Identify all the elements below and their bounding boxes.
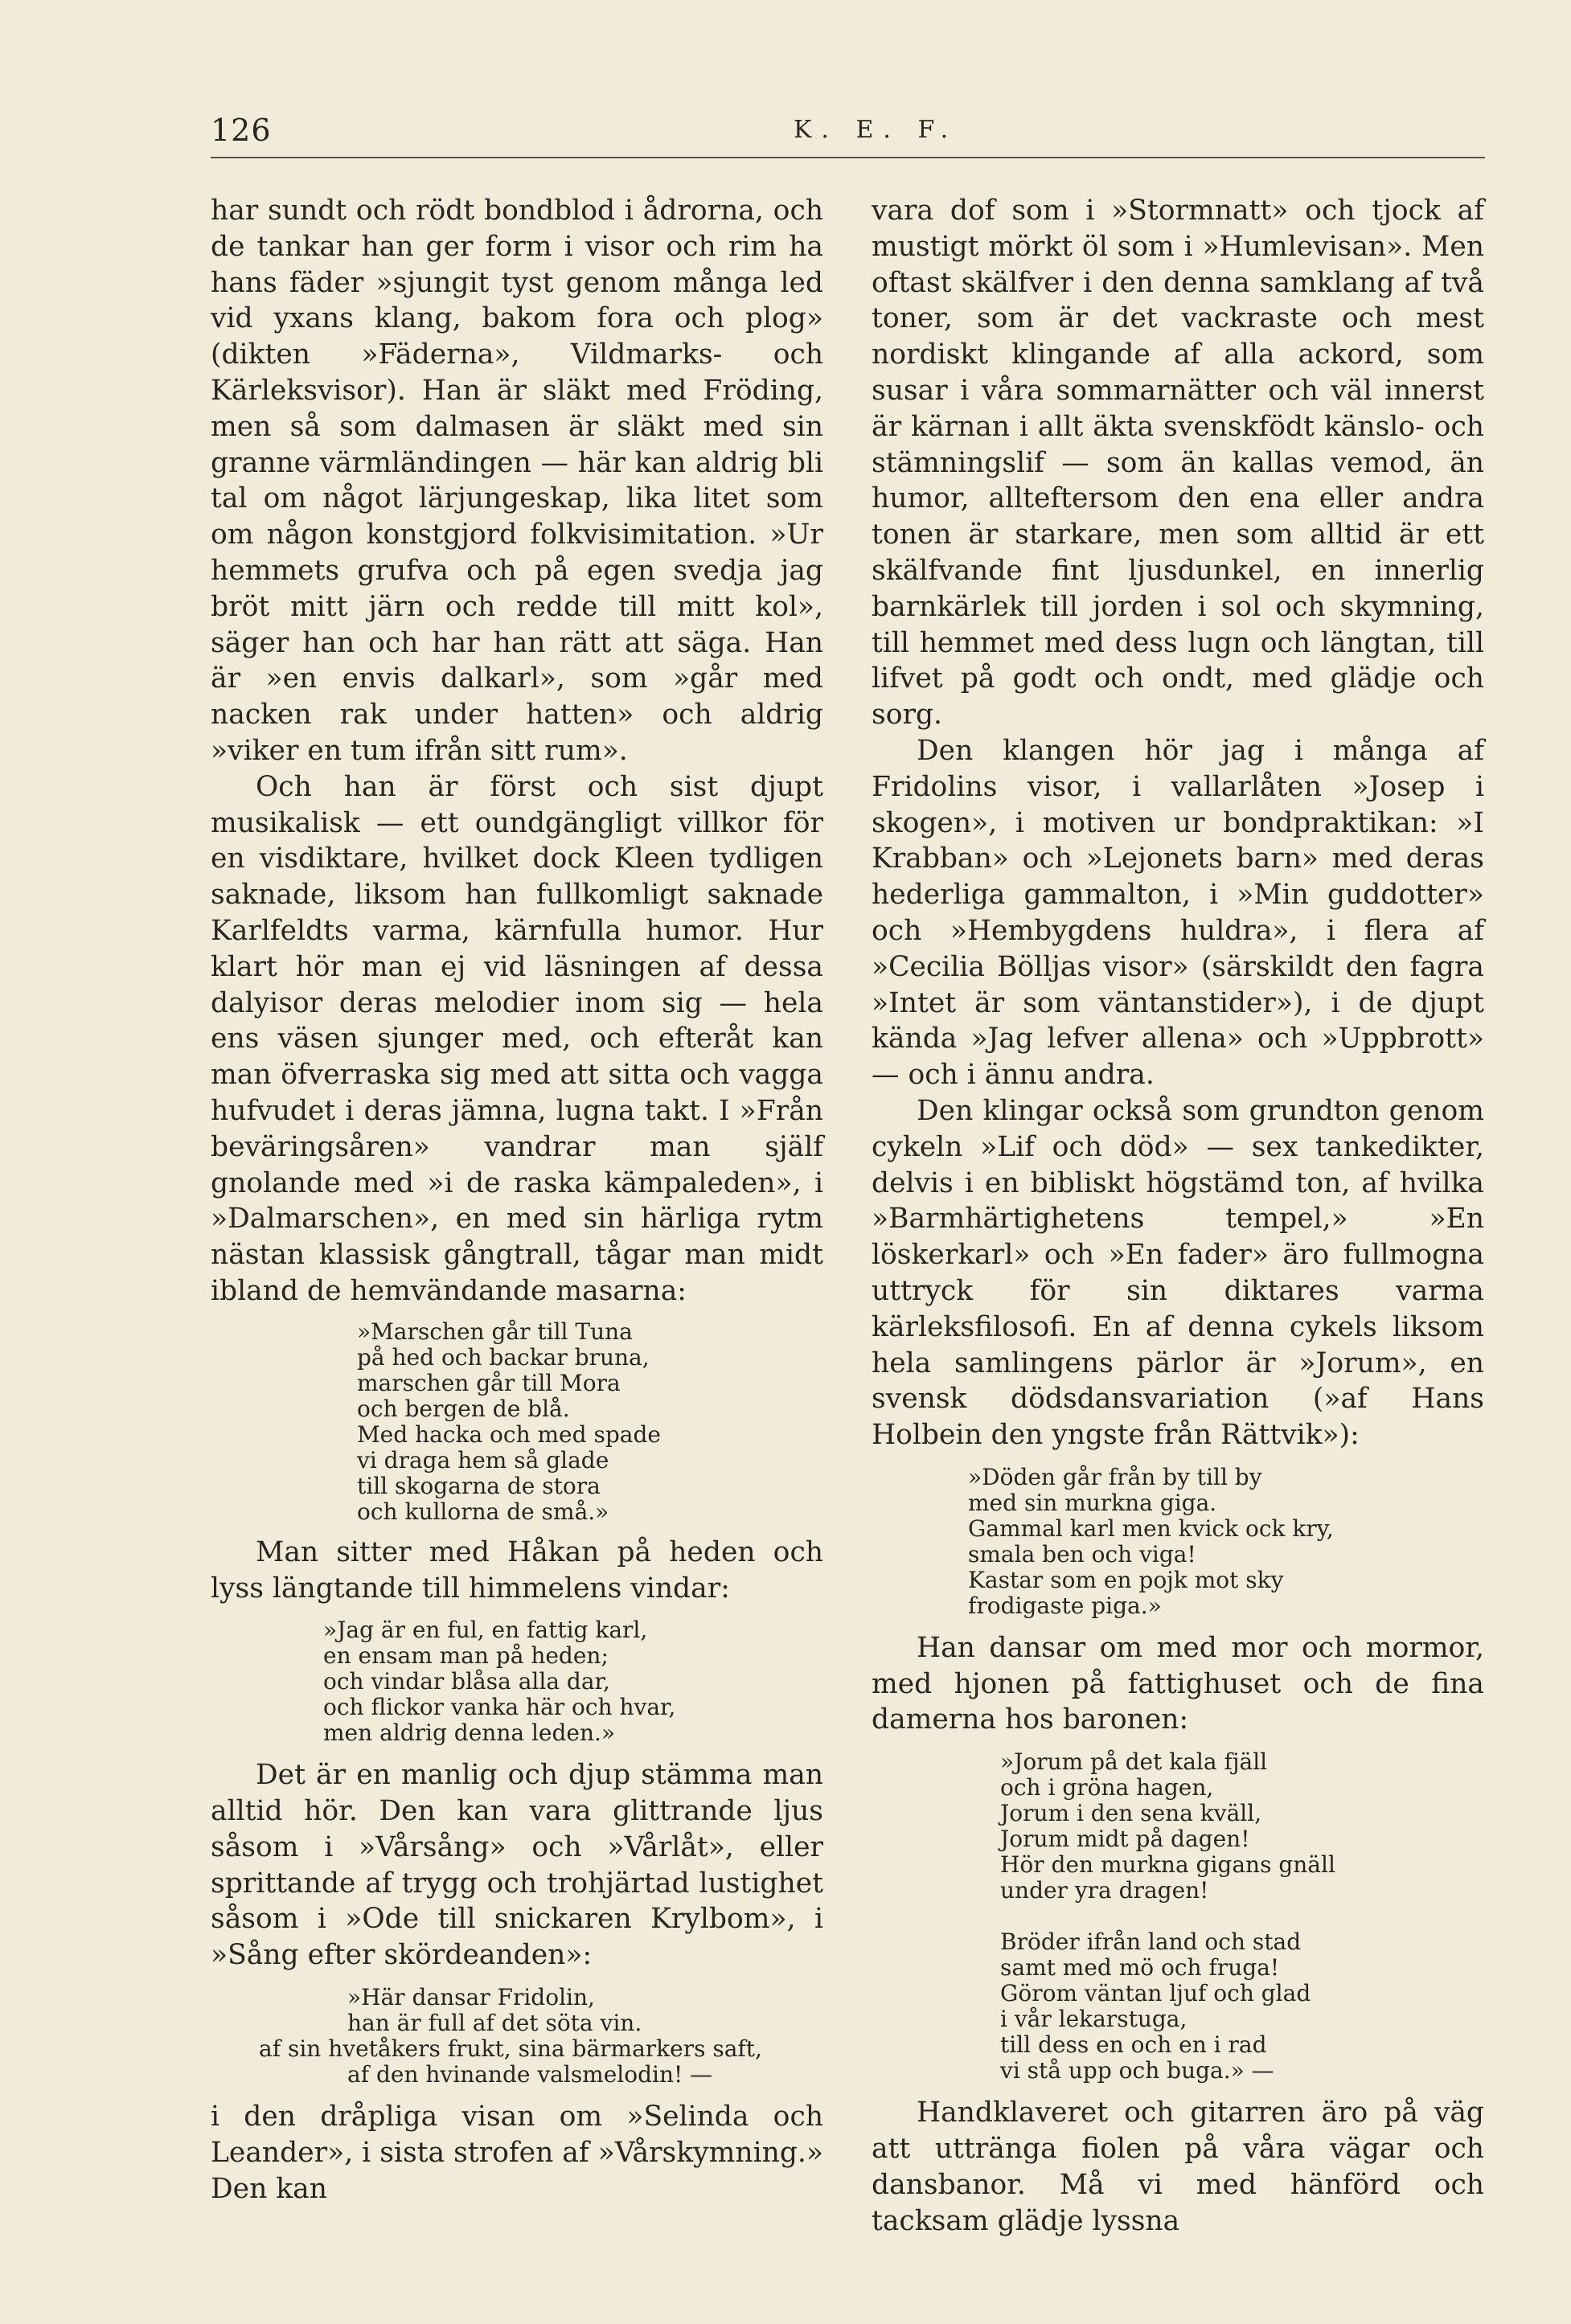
verse-line: under yra dragen! — [1000, 1877, 1209, 1904]
verse-line: »Jorum på det kala fjäll — [1000, 1748, 1268, 1776]
verse-line: på hed och backar bruna, — [357, 1343, 650, 1371]
header-rule — [211, 157, 1485, 158]
verse-line: med sin murkna giga. — [968, 1489, 1217, 1516]
left-column — [211, 193, 823, 2207]
verse-line: »Marschen går till Tuna — [357, 1318, 633, 1345]
verse-line: och i gröna hagen, — [1000, 1774, 1214, 1801]
right-column — [872, 193, 1484, 2239]
verse-block — [1000, 1749, 1484, 2084]
paragraph: i den dråpliga visan om »Selinda och Leander», i sista strofen af »Vårskymning.» Den kan — [211, 2101, 823, 2205]
verse-line: »Jag är en ful, en fattig karl, — [323, 1617, 648, 1644]
verse-line: Jorum midt på dagen! — [1000, 1826, 1250, 1853]
verse-line: till skogarna de stora — [357, 1472, 601, 1499]
page-number: 126 — [211, 113, 272, 148]
verse-line: i vår lekarstuga, — [1000, 2006, 1187, 2033]
paragraph: har sundt och rödt bondblod i ådrorna, och de tankar han ger form i visor och rim ha hans fäder »sjungit tyst genom många led vid yxans klang, bakom fora och plog» (dikten »Fäderna», Vildmarks- och Kärleksvisor). Han är släkt med Fröding, men så som dalmasen är släkt med sin granne värmländingen — här kan aldrig bli tal om något lärjungeskap, lika litet som om någon konstgjord folkvisimitation. »Ur hemmets grufva och på egen svedja jag bröt mitt järn och redde till mitt kol», säger han och har han rätt att säga. Han är »en envis dalkarl», som »går med nacken rak under hatten» och aldrig »viker en tum ifrån sitt rum». — [211, 195, 823, 767]
verse-line: vi draga hem så glade — [357, 1446, 609, 1474]
verse-line: Hör den murkna gigans gnäll — [1000, 1851, 1335, 1879]
verse-line: frodigaste piga.» — [968, 1592, 1162, 1619]
verse-line: »Här dansar Fridolin, — [347, 1984, 595, 2011]
paragraph: Handklaveret och gitarren äro på väg att uttränga fiolen på våra vägar och dansbanor. Må vi med hänförd och tacksam glädje lyssna — [872, 2097, 1484, 2237]
paragraph: Den klingar också som grundton genom cykeln »Lif och död» — sex tankedikter, delvis i en bibliskt högstämd ton, af hvilka »Barmhärtighetens tempel,» »En löskerkarl» och »En fader» äro fullmogna uttryck för sin diktares varma kärleksfilosofi. En af denna cykels liksom hela samlingens pärlor är »Jorum», en svensk dödsdansvariation (»af Hans Holbein den yngste från Rättvik»): — [872, 1094, 1484, 1452]
verse-line: men aldrig denna leden.» — [323, 1719, 616, 1747]
verse-line: och flickor vanka här och hvar, — [323, 1694, 676, 1721]
verse-line: smala ben och viga! — [968, 1540, 1196, 1568]
verse-line: Gammal karl men kvick ock kry, — [968, 1514, 1334, 1542]
paragraph: vara dof som i »Stormnatt» och tjock af mustigt mörkt öl som i »Humlevisan». Men oftast skälfver i den denna samklang af två toner, som är det vackraste och mest nordiskt klingande af alla ackord, som susar i våra sommarnätter och väl innerst är kärnan i allt äkta svenskfödt känslo- och stämningslif — som än kallas vemod, än humor, allteftersom den ena eller andra tonen är starkare, men som alltid är ett skälfvande fint ljusdunkel, en innerlig barnkärlek till jorden i sol och skymning, till hemmet med dess lugn och längtan, till lifvet på godt och ondt, med glädje och sorg. — [872, 195, 1484, 732]
verse-line: Jorum i den sena kväll, — [1000, 1800, 1262, 1827]
verse-line: en ensam man på heden; — [323, 1642, 609, 1670]
paragraph: Man sitter med Håkan på heden och lyss längtande till himmelens vindar: — [211, 1535, 823, 1605]
running-head: K. E. F. — [794, 116, 958, 144]
verse-line: samt med mö och fruga! — [1000, 1954, 1280, 1982]
verse-line: Görom väntan ljuf och glad — [1000, 1980, 1311, 2007]
page-header — [211, 113, 1489, 148]
verse-line: marschen går till Mora — [357, 1369, 621, 1396]
verse-line: och bergen de blå. — [357, 1395, 570, 1422]
verse-line: af sin hvetåkers frukt, sina bärmarkers saft, — [259, 2035, 762, 2063]
verse-line: »Döden går från by till by — [968, 1463, 1262, 1490]
paragraph: Och han är först och sist djupt musikalisk — ett oundgängligt villkor för en visdiktare, hvilket dock Kleen tydligen saknade, liksom han fullkomligt saknade Karlfeldts varma, kärnfulla humor. Hur klart hör man ej vid läsningen af dessa dalyisor deras melodier inom sig — hela ens väsen sjunger med, och efteråt kan man öfverraska sig med att sitta och vagga hufvudet i deras jämna, lugna takt. I »Från beväringsåren» vandrar man själf gnolande med »i de raska kämpaleden», i »Dalmarschen», en med sin härliga rytm nästan klassisk gångtrall, tågar man midt ibland de hemvändande masarna: — [211, 770, 823, 1307]
verse-line: han är full af det söta vin. — [347, 2010, 642, 2037]
verse-line: till dess en och en i rad — [1000, 2031, 1267, 2059]
verse-line: vi stå upp och buga.» — — [1000, 2057, 1274, 2084]
verse-block — [968, 1465, 1484, 1619]
verse-line: af den hvinande valsmelodin! — — [347, 2061, 713, 2088]
verse-block — [323, 1617, 823, 1746]
paragraph: Det är en manlig och djup stämma man alltid hör. Den kan vara glittrande ljus såsom i »Vårsång» och »Vårlåt», eller sprittande af trygg och trohjärtad lustighet såsom i »Ode till snickaren Krylbom», i »Sång efter skördeanden»: — [211, 1759, 823, 1972]
verse-line: Kastar som en pojk mot sky — [968, 1566, 1284, 1593]
verse-line: Med hacka och med spade — [357, 1420, 661, 1448]
stanza-gap — [1000, 1904, 1484, 1929]
paragraph: Han dansar om med mor och mormor, med hjonen på fattighuset och de fina damerna hos baronen: — [872, 1631, 1484, 1736]
verse-block — [259, 1985, 823, 2088]
verse-line: Bröder ifrån land och stad — [1000, 1928, 1302, 1956]
paragraph: Den klangen hör jag i många af Fridolins visor, i vallarlåten »Josep i skogen», i motiven ur bondpraktikan: »I Krabban» och »Lejonets barn» med deras hederliga gammalton, i »Min guddotter» och »Hembygdens huldra», i flera af »Cecilia Bölljas visor» (särskildt den fagra »Intet är som väntanstider»), i de djupt kända »Jag lefver allena» och »Uppbrott» — och i ännu andra. — [872, 734, 1484, 1092]
verse-line: och vindar blåsa alla dar, — [323, 1668, 610, 1695]
verse-block — [357, 1319, 823, 1525]
verse-line: och kullorna de små.» — [357, 1498, 609, 1525]
